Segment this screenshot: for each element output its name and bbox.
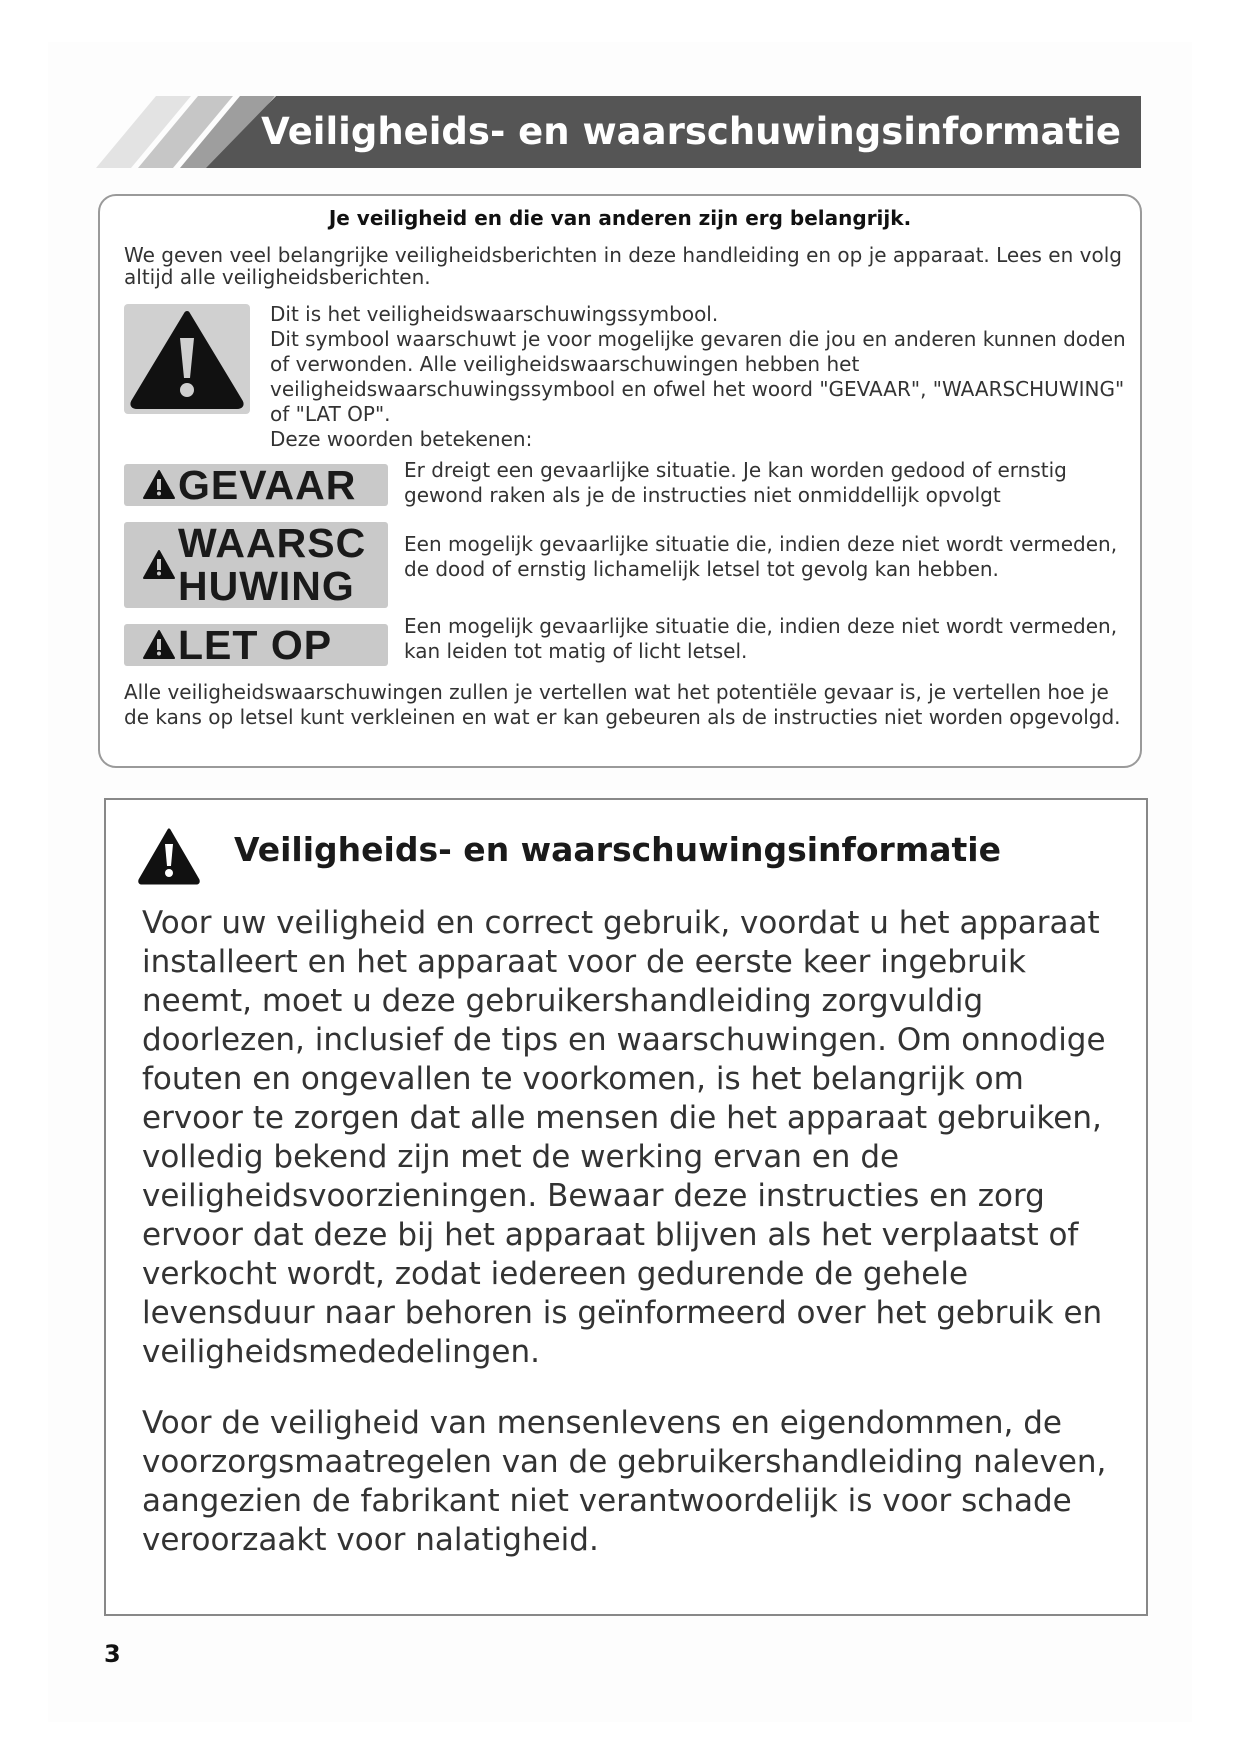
- signal-tag-let-op: [124, 621, 388, 668]
- signal-desc-let-op: Een mogelijk gevaarlijke situatie die, indien deze niet wordt vermeden, kan leiden tot matig of licht letsel.: [404, 614, 1118, 663]
- warning-triangle-icon: [142, 628, 176, 662]
- safety-alert-symbol: [124, 304, 250, 414]
- signal-word-label: [178, 522, 366, 608]
- warning-triangle-icon: [142, 468, 176, 502]
- info-heading: Je veiligheid en die van anderen zijn erg belangrijk.: [328, 206, 912, 230]
- signal-word-line: WAARSC: [178, 520, 367, 566]
- page-title: Veiligheids- en waarschuwingsinformatie: [261, 110, 1121, 153]
- header-banner: [96, 96, 1141, 168]
- body-paragraph: Voor uw veiligheid en correct gebruik, voordat u het apparaat installeert en het apparaat voor de eerste keer ingebruik neemt, moet u deze gebruikershandleiding zorgvuldig doorlezen, inclusief de tips en waarschuwingen. Om onnodige fouten en ongevallen te voorkomen, is het belangrijk om ervoor te zorgen dat alle mensen die het apparaat gebruiken, volledig bekend zijn met de werking ervan en de veiligheidsvoorzieningen. Bewaar deze instructies en zorg ervoor dat deze bij het apparaat blijven als het verplaatst of verkocht wordt, zodat iedereen gedurende de gehele levensduur naar behoren is geïnformeerd over het gebruik en veiligheidsmededelingen.: [142, 905, 1106, 1370]
- warning-triangle-icon: [142, 548, 176, 582]
- signal-tag-waarschuwing: [124, 522, 388, 608]
- info-closing: Alle veiligheidswaarschuwingen zullen je vertellen wat het potentiële gevaar is, je vertellen hoe je de kans op letsel kunt verkleinen en wat er kan gebeuren als de instructies niet worden opgevolgd.: [124, 680, 1121, 729]
- safety-info-box: [98, 194, 1142, 768]
- symbol-line: Dit symbool waarschuwt je voor mogelijke gevaren die jou en anderen kunnen doden of verwonden. Alle veiligheidswaarschuwingen hebben het veiligheidswaarschuwingssymbool en ofwel het woord "GEVAAR", "WAARSCHUWING" of "LAT OP".: [270, 327, 1126, 426]
- symbol-line: Dit is het veiligheidswaarschuwingssymbool.: [270, 302, 719, 326]
- page-number: 3: [104, 1640, 121, 1668]
- symbol-line: Deze woorden betekenen:: [270, 427, 533, 451]
- info-intro: We geven veel belangrijke veiligheidsberichten in deze handleiding en op je apparaat. Lees en volg altijd alle veiligheidsberichten.: [124, 243, 1122, 289]
- signal-word-label: GEVAAR: [178, 461, 357, 508]
- signal-word-line: HUWING: [178, 563, 355, 609]
- section-title: Veiligheids- en waarschuwingsinformatie: [234, 830, 1001, 869]
- symbol-explanation: [270, 302, 1130, 452]
- body-paragraph: Voor de veiligheid van mensenlevens en eigendommen, de voorzorgsmaatregelen van de gebruikershandleiding naleven, aangezien de fabrikant niet verantwoordelijk is voor schade veroorzaakt voor nalatigheid.: [142, 1405, 1107, 1558]
- main-notice-box: [104, 798, 1148, 1616]
- warning-triangle-icon: [124, 304, 250, 414]
- warning-triangle-icon: [136, 826, 202, 886]
- signal-desc-gevaar: Er dreigt een gevaarlijke situatie. Je kan worden gedood of ernstig gewond raken als je de instructies niet onmiddellijk opvolgt: [404, 458, 1067, 507]
- signal-word-label: LET OP: [178, 621, 333, 668]
- signal-tag-gevaar: [124, 461, 388, 508]
- signal-desc-waarschuwing: Een mogelijk gevaarlijke situatie die, indien deze niet wordt vermeden, de dood of ernstig lichamelijk letsel tot gevolg kan hebben.: [404, 532, 1118, 581]
